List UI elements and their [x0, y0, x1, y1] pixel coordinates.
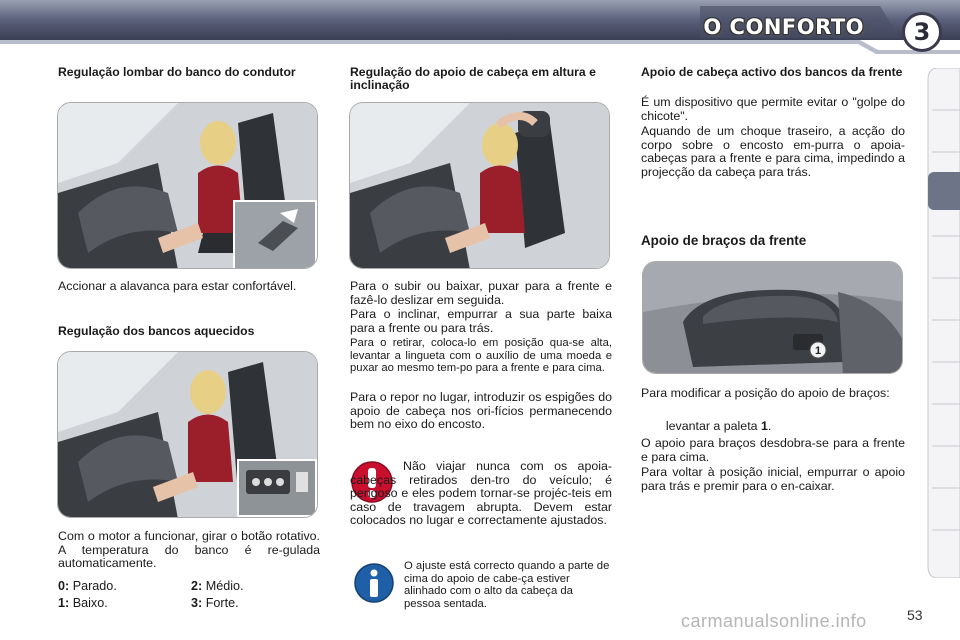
lumbar-text: Accionar a alavanca para estar confortável. — [58, 279, 297, 293]
headrest-p1: Para o subir ou baixar, puxar para a frente e fazê-lo deslizar em seguida. — [350, 279, 612, 307]
active-headrest-p1: É um dispositivo que permite evitar o "golpe do chicote". — [641, 95, 905, 123]
heated-seat-photo — [57, 351, 318, 518]
warning-text: Não viajar nunca com os apoia-cabeças retirados den-tro do veículo; é perigoso e eles podem tornar-se projéc-teis em caso de travagem abrupta. Devem estar colocados no lugar e correctamente ajustados. — [350, 459, 612, 528]
headrest-title: Regulação do apoio de cabeça em altura e inclinação — [350, 65, 596, 92]
chapter-number-badge: 3 — [902, 12, 942, 52]
heat-level-3: 3: Forte. — [191, 596, 239, 610]
active-headrest-p2: Aquando de um choque traseiro, a acção do corpo sobre o encosto em-purra o apoia-cabeças para a frente e para cima, impedindo a projecção da cabeça para trás. — [641, 124, 905, 179]
armrest-p1: Para modificar a posição do apoio de braços: — [641, 386, 890, 400]
heat-level-0: 0: Parado. — [58, 579, 117, 593]
headrest-photo — [349, 102, 610, 269]
heated-title-block — [58, 325, 320, 338]
watermark: carmanualsonline.info — [681, 611, 867, 631]
column-lumbar-heated — [58, 66, 320, 79]
headrest-p4-block — [350, 391, 612, 432]
armrest-bullet-text: levantar a paleta — [665, 419, 758, 433]
info-icon — [353, 561, 395, 605]
armrest-title: Apoio de braços da frente — [641, 233, 807, 248]
heat-level-2: 2: Médio. — [191, 579, 244, 593]
heated-text-block — [58, 530, 320, 571]
headrest-p3: Para o retirar, coloca-lo em posição qua-se alta, levantar a lingueta com o auxílio de uma moeda e puxar ao mesmo tem-po para a frente e para cima. — [350, 337, 612, 375]
heated-text: Com o motor a funcionar, girar o botão rotativo. A temperatura do banco é re-gulada automaticamente. — [58, 529, 320, 571]
headrest-text-block — [350, 280, 612, 307]
chapter-title: O CONFORTO — [703, 15, 864, 39]
armrest-p2-block — [641, 437, 905, 464]
headrest-p3-block — [350, 337, 612, 375]
lumbar-photo — [57, 102, 318, 269]
armrest-photo — [642, 261, 903, 374]
active-headrest-title: Apoio de cabeça activo dos bancos da frente — [641, 65, 903, 79]
warning-box — [350, 460, 612, 528]
active-chapter-tab[interactable] — [928, 172, 960, 210]
armrest-title-block — [641, 233, 905, 249]
headrest-p2: Para o inclinar, empurrar a sua parte baixa para a frente ou para trás. — [350, 307, 612, 335]
page-number: 53 — [907, 607, 923, 623]
lumbar-title: Regulação lombar do banco do condutor — [58, 65, 296, 79]
headrest-p4: Para o repor no lugar, introduzir os espigões do apoio de cabeça nos ori-fícios permanecendo bem no eixo do encosto. — [350, 390, 612, 432]
heated-title: Regulação dos bancos aquecidos — [58, 324, 255, 338]
armrest-p2: O apoio para braços desdobra-se para a frente e para cima. — [641, 436, 905, 464]
lumbar-text-block — [58, 280, 318, 294]
armrest-callout-label: 1 — [814, 345, 822, 357]
armrest-bullet: levantar a paleta 1. — [665, 419, 772, 433]
armrest-bullet-num: 1 — [760, 419, 768, 433]
info-text: O ajuste está correcto quando a parte de cima do apoio de cabe-ça estiver alinhado com o alto da cabeça da pessoa sentada. — [404, 560, 610, 610]
info-box — [404, 560, 612, 610]
chapter-tabs — [924, 68, 960, 578]
column-headrest — [350, 66, 612, 92]
active-p2-block — [641, 125, 905, 179]
armrest-p3: Para voltar à posição inicial, empurrar o apoio para trás e premir para o en-caixar. — [641, 465, 905, 493]
armrest-p3-block — [641, 466, 905, 493]
headrest-p2-block — [350, 308, 612, 335]
heat-level-1: 1: Baixo. — [58, 596, 108, 610]
active-p1-block — [641, 96, 905, 123]
column-active-headrest — [641, 66, 905, 79]
armrest-p1-block — [641, 387, 905, 401]
